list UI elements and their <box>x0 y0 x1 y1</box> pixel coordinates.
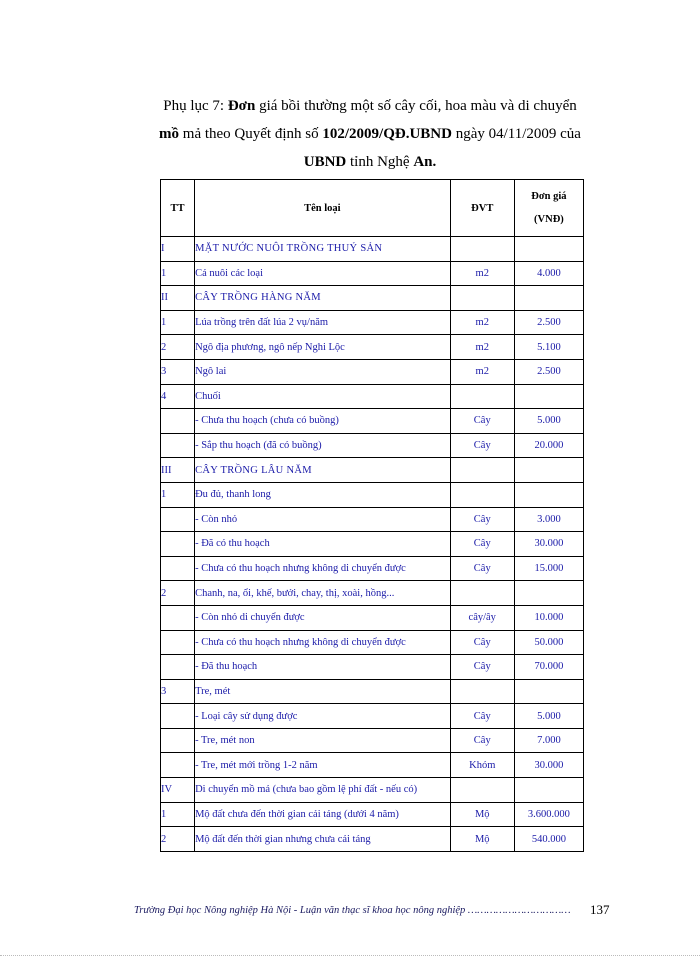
row-name: - Chưa có thu hoạch nhưng không di chuyển được <box>195 556 451 581</box>
title-bold-don: Đơn <box>227 98 256 114</box>
row-unit: m2 <box>450 261 514 286</box>
row-tt <box>161 630 195 655</box>
row-tt: IV <box>161 778 195 803</box>
header-name: Tên loại <box>195 180 451 237</box>
row-price: 15.000 <box>514 556 583 581</box>
row-price: 30.000 <box>514 532 583 557</box>
row-tt: 4 <box>161 384 195 409</box>
row-price <box>514 237 583 262</box>
row-tt: 1 <box>161 482 195 507</box>
row-name: Di chuyển mồ mả (chưa bao gồm lệ phí đất - nếu có) <box>195 778 451 803</box>
header-price-line1: Đơn giá <box>531 191 567 202</box>
table-row <box>161 753 584 778</box>
row-name: Chuối <box>195 384 451 409</box>
title-line2-rest: ngày 04/11/2009 của <box>451 126 581 142</box>
row-name: - Còn nhỏ di chuyển được <box>195 605 451 630</box>
row-price <box>514 458 583 483</box>
row-price: 4.000 <box>514 261 583 286</box>
row-unit <box>450 384 514 409</box>
row-tt: I <box>161 237 195 262</box>
table-row <box>161 384 584 409</box>
row-name: - Chưa có thu hoạch nhưng không di chuyển được <box>195 630 451 655</box>
row-unit: Cây <box>450 409 514 434</box>
row-price: 7.000 <box>514 728 583 753</box>
row-unit: Cây <box>450 630 514 655</box>
row-unit <box>450 679 514 704</box>
row-price: 50.000 <box>514 630 583 655</box>
table-row <box>161 409 584 434</box>
title-line-3 <box>120 148 620 176</box>
table-row <box>161 728 584 753</box>
title-decision-number: 102/2009/QĐ.UBND <box>322 126 452 142</box>
table-row <box>161 655 584 680</box>
table-row <box>161 581 584 606</box>
table-row <box>161 532 584 557</box>
title-bold-an: An. <box>413 154 437 170</box>
table-row <box>161 237 584 262</box>
row-name: - Tre, mét non <box>195 728 451 753</box>
row-unit <box>450 237 514 262</box>
row-price: 2.500 <box>514 310 583 335</box>
row-name: - Đã có thu hoạch <box>195 532 451 557</box>
table-row <box>161 359 584 384</box>
row-name: Lúa trồng trên đất lúa 2 vụ/năm <box>195 310 451 335</box>
row-unit: Khóm <box>450 753 514 778</box>
row-price: 10.000 <box>514 605 583 630</box>
title-line1-rest: giá bồi thường một số cây cối, hoa màu và di chuyển <box>255 98 577 114</box>
table-row <box>161 827 584 852</box>
row-tt: 1 <box>161 261 195 286</box>
table-body <box>161 237 584 852</box>
row-name: - Sắp thu hoạch (đã có buồng) <box>195 433 451 458</box>
table-row <box>161 458 584 483</box>
row-name: Cá nuôi các loại <box>195 261 451 286</box>
row-tt: 3 <box>161 359 195 384</box>
table-row <box>161 679 584 704</box>
row-price: 5.100 <box>514 335 583 360</box>
row-name: CÂY TRỒNG HÀNG NĂM <box>195 286 451 311</box>
row-unit <box>450 286 514 311</box>
row-tt: 1 <box>161 310 195 335</box>
row-name: Đu đủ, thanh long <box>195 482 451 507</box>
header-price <box>514 180 583 237</box>
row-price: 70.000 <box>514 655 583 680</box>
row-unit: m2 <box>450 310 514 335</box>
title-line2-mid: mả theo Quyết định số <box>179 126 323 142</box>
title-bold-mo: mồ <box>159 126 180 142</box>
row-name: Tre, mét <box>195 679 451 704</box>
row-name: Mộ đất đến thời gian nhưng chưa cải táng <box>195 827 451 852</box>
page-number: 137 <box>590 902 610 917</box>
title-line-2 <box>120 120 620 148</box>
row-name: Ngô địa phương, ngô nếp Nghi Lộc <box>195 335 451 360</box>
table-row <box>161 704 584 729</box>
table-row <box>161 335 584 360</box>
title-line3-mid: tỉnh Nghệ <box>346 154 414 170</box>
title-line-1 <box>120 92 620 120</box>
row-tt <box>161 728 195 753</box>
row-unit: cây/ây <box>450 605 514 630</box>
row-unit <box>450 482 514 507</box>
row-tt: 2 <box>161 827 195 852</box>
row-name: Chanh, na, ổi, khế, bưởi, chay, thị, xoài, hồng... <box>195 581 451 606</box>
row-price: 3.600.000 <box>514 802 583 827</box>
row-tt <box>161 433 195 458</box>
table-row <box>161 802 584 827</box>
row-unit <box>450 581 514 606</box>
page-footer: Trường Đại học Nông nghiệp Hà Nội - Luận văn thạc sĩ khoa học nông nghiệp …………………………… <box>134 905 571 916</box>
row-unit: m2 <box>450 335 514 360</box>
table-row <box>161 286 584 311</box>
row-name: - Loại cây sử dụng được <box>195 704 451 729</box>
table-row <box>161 556 584 581</box>
table-row <box>161 605 584 630</box>
row-unit: Cây <box>450 728 514 753</box>
row-unit: m2 <box>450 359 514 384</box>
row-tt <box>161 704 195 729</box>
table-row <box>161 482 584 507</box>
header-tt: TT <box>161 180 195 237</box>
table-row <box>161 261 584 286</box>
row-tt <box>161 507 195 532</box>
row-unit <box>450 458 514 483</box>
row-tt: 1 <box>161 802 195 827</box>
row-price: 20.000 <box>514 433 583 458</box>
price-table <box>160 179 584 852</box>
row-unit: Cây <box>450 704 514 729</box>
table-row <box>161 630 584 655</box>
table-header-row <box>161 180 584 237</box>
document-title <box>120 92 620 176</box>
row-tt: III <box>161 458 195 483</box>
title-prefix: Phụ lục 7: <box>163 98 228 114</box>
row-name: CÂY TRỒNG LÂU NĂM <box>195 458 451 483</box>
row-name: Ngô lai <box>195 359 451 384</box>
table-row <box>161 433 584 458</box>
row-name: - Đã thu hoạch <box>195 655 451 680</box>
header-price-line2: (VNĐ) <box>534 214 564 225</box>
row-price <box>514 581 583 606</box>
row-price: 30.000 <box>514 753 583 778</box>
row-tt <box>161 409 195 434</box>
row-name: - Còn nhỏ <box>195 507 451 532</box>
row-name: - Tre, mét mới trồng 1-2 năm <box>195 753 451 778</box>
table-row <box>161 310 584 335</box>
row-unit: Cây <box>450 433 514 458</box>
row-price <box>514 679 583 704</box>
row-unit: Cây <box>450 532 514 557</box>
row-name: Mộ đất chưa đến thời gian cải táng (dưới 4 năm) <box>195 802 451 827</box>
table-row <box>161 507 584 532</box>
header-unit: ĐVT <box>450 180 514 237</box>
row-price <box>514 778 583 803</box>
row-tt: 3 <box>161 679 195 704</box>
row-unit: Cây <box>450 655 514 680</box>
row-tt <box>161 655 195 680</box>
row-unit: Mộ <box>450 802 514 827</box>
row-unit: Cây <box>450 507 514 532</box>
row-price <box>514 482 583 507</box>
row-name: - Chưa thu hoạch (chưa có buồng) <box>195 409 451 434</box>
row-tt <box>161 753 195 778</box>
title-bold-ubnd: UBND <box>303 154 347 170</box>
row-price <box>514 286 583 311</box>
row-price: 5.000 <box>514 409 583 434</box>
row-tt: 2 <box>161 581 195 606</box>
row-price: 3.000 <box>514 507 583 532</box>
row-name: MẶT NƯỚC NUÔI TRỒNG THUỶ SẢN <box>195 237 451 262</box>
row-price: 5.000 <box>514 704 583 729</box>
row-tt: 2 <box>161 335 195 360</box>
row-unit: Mộ <box>450 827 514 852</box>
row-unit: Cây <box>450 556 514 581</box>
row-price <box>514 384 583 409</box>
row-price: 2.500 <box>514 359 583 384</box>
row-tt: II <box>161 286 195 311</box>
row-unit <box>450 778 514 803</box>
row-tt <box>161 532 195 557</box>
row-tt <box>161 605 195 630</box>
row-price: 540.000 <box>514 827 583 852</box>
page-bottom-divider <box>0 955 700 956</box>
table-row <box>161 778 584 803</box>
row-tt <box>161 556 195 581</box>
